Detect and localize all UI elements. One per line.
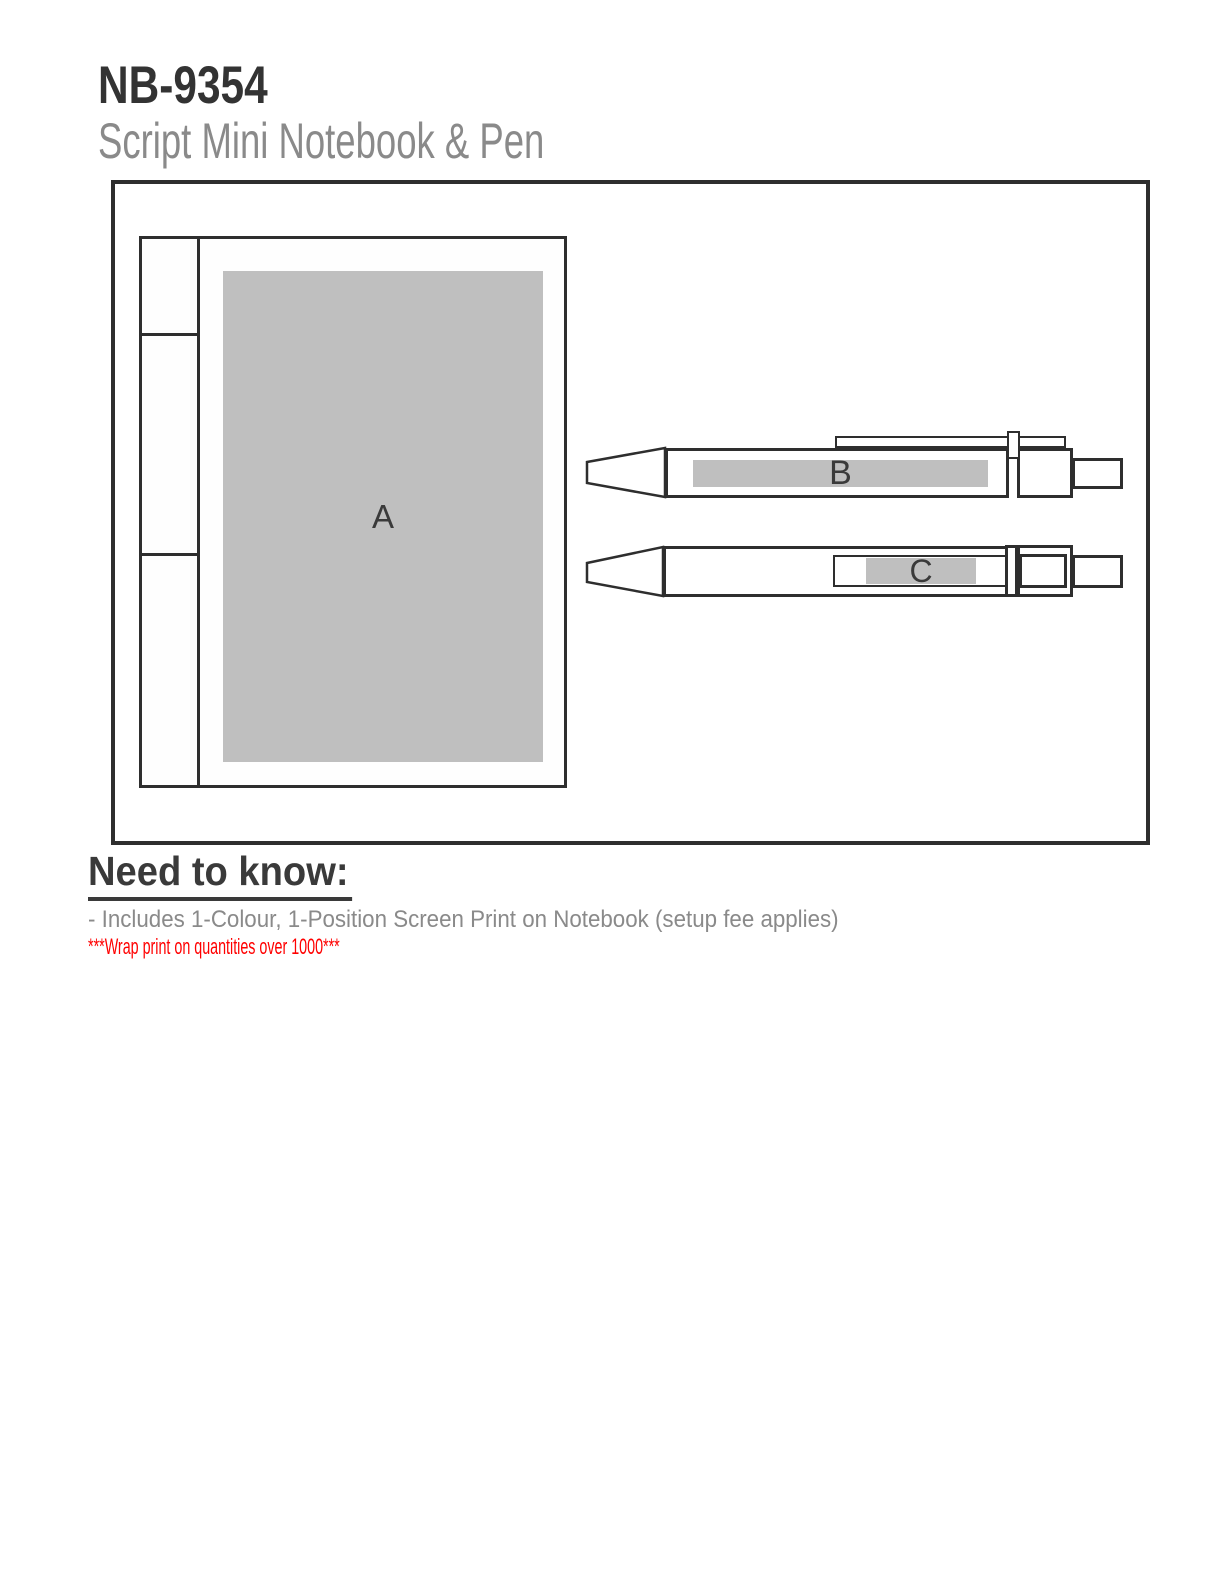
product-name-subtitle bbox=[98, 114, 709, 169]
notebook-spine-band-divider-bottom bbox=[139, 553, 200, 556]
product-name-text: Script Mini Notebook & Pen bbox=[98, 113, 545, 169]
product-code-title bbox=[98, 57, 310, 115]
need-to-know-warning-line bbox=[88, 934, 475, 960]
notebook-spine-band-divider-top bbox=[139, 333, 200, 336]
need-to-know-heading bbox=[88, 849, 372, 901]
pen-bottom-tip bbox=[584, 544, 666, 599]
pen-top-clip-post bbox=[1007, 431, 1020, 459]
need-to-know-note-text: - Includes 1-Colour, 1-Position Screen Print on Notebook (setup fee applies) bbox=[88, 906, 839, 933]
pen-bottom-clip-ring bbox=[1005, 545, 1018, 597]
pen-bottom-imprint-area bbox=[866, 553, 976, 589]
pen-top-imprint-area bbox=[693, 454, 988, 492]
pen-top-push-button bbox=[1072, 458, 1123, 489]
need-to-know-note-line bbox=[88, 906, 895, 934]
pen-bottom-rear-inner-detail bbox=[1019, 554, 1067, 588]
pen-top-clip-tab bbox=[843, 446, 852, 451]
pen-top-tip bbox=[584, 445, 668, 500]
pen-top-clip bbox=[835, 436, 1066, 448]
notebook-spine-divider bbox=[197, 236, 200, 788]
notebook-imprint-label: A bbox=[371, 497, 394, 535]
product-code-text: NB-9354 bbox=[98, 56, 268, 115]
need-to-know-heading-text: Need to know: bbox=[88, 849, 352, 901]
pen-bottom-imprint-label: C bbox=[909, 553, 933, 589]
pen-bottom-push-button bbox=[1072, 555, 1123, 588]
notebook-imprint-area bbox=[223, 271, 543, 762]
pen-top-rear-housing bbox=[1017, 448, 1073, 498]
pen-top-imprint-label: B bbox=[829, 454, 852, 492]
need-to-know-warning-text: ***Wrap print on quantities over 1000*** bbox=[88, 934, 340, 959]
